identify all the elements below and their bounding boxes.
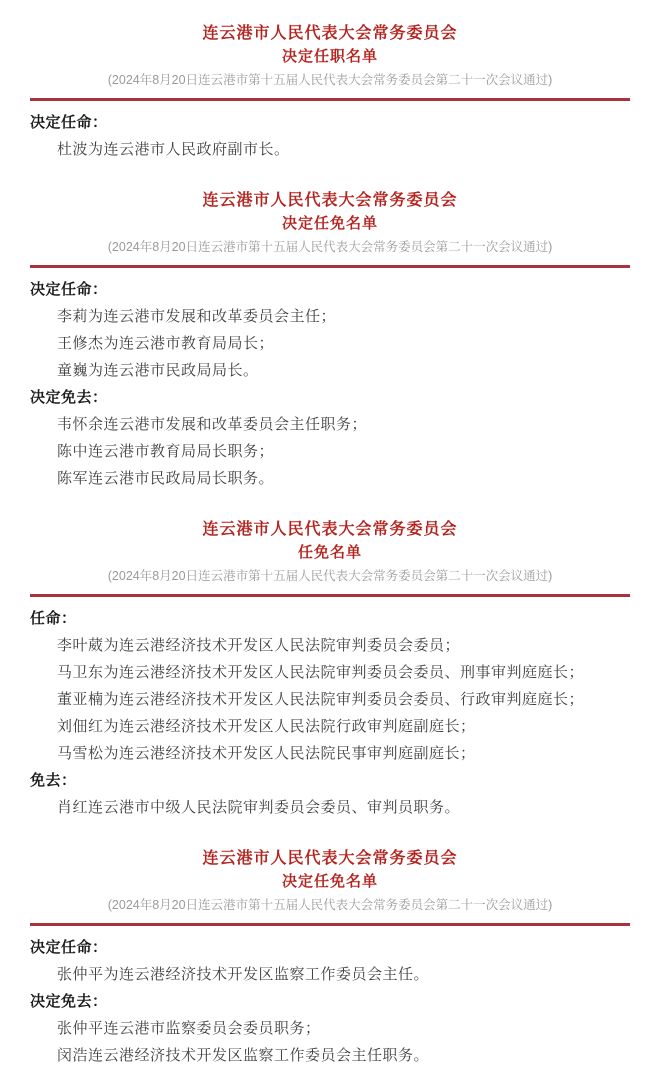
org-title: 连云港市人民代表大会常务委员会 (202, 521, 458, 538)
doc-title: 任免名单 (297, 544, 362, 561)
meeting-note: (2024年8月20日连云港市第十五届人民代表大会常务委员会第二十一次会议通过) (107, 569, 553, 583)
removal-item: 张仲平连云港市监察委员会委员职务； (57, 1020, 321, 1037)
appointment-item: 张仲平为连云港经济技术开发区监察工作委员会主任。 (57, 966, 430, 983)
appointment-item: 杜波为连云港市人民政府副市长。 (57, 141, 290, 158)
appointment-item: 刘佃红为连云港经济技术开发区人民法院行政审判庭副庭长； (57, 718, 476, 735)
appointment-item: 王修杰为连云港市教育局局长； (57, 335, 275, 352)
block-label: 决定任命： (30, 939, 108, 956)
appointment-item: 童巍为连云港市民政局局长。 (57, 362, 259, 379)
doc-title: 决定任免名单 (281, 873, 378, 890)
notice-section-appointment-removal-decision (30, 189, 630, 492)
appointment-item: 李叶葳为连云港经济技术开发区人民法院审判委员会委员； (57, 637, 461, 654)
block-label: 决定任命： (30, 281, 108, 298)
removal-item: 陈中连云港市教育局局长职务； (57, 443, 275, 460)
notice-section-appointment-decision (30, 22, 630, 163)
doc-title: 决定任免名单 (281, 215, 378, 232)
appointment-item: 马卫东为连云港经济技术开发区人民法院审判委员会委员、刑事审判庭庭长； (57, 664, 585, 681)
block-label: 决定免去： (30, 993, 108, 1010)
appointment-block (30, 605, 630, 767)
appointment-block (30, 934, 630, 988)
removal-item: 肖红连云港市中级人民法院审判委员会委员、审判员职务。 (57, 799, 461, 816)
removal-item: 闵浩连云港经济技术开发区监察工作委员会主任职务。 (57, 1047, 430, 1064)
org-title: 连云港市人民代表大会常务委员会 (202, 192, 458, 209)
appointment-item: 马雪松为连云港经济技术开发区人民法院民事审判庭副庭长； (57, 745, 476, 762)
red-divider (30, 98, 630, 101)
meeting-note: (2024年8月20日连云港市第十五届人民代表大会常务委员会第二十一次会议通过) (107, 240, 553, 254)
removal-block (30, 767, 630, 821)
removal-block (30, 384, 630, 492)
notice-section-appointment-removal (30, 518, 630, 821)
appointment-item: 李莉为连云港市发展和改革委员会主任； (57, 308, 337, 325)
doc-title: 决定任职名单 (281, 48, 378, 65)
block-label: 决定免去： (30, 389, 108, 406)
appointment-block (30, 109, 630, 163)
block-label: 决定任命： (30, 114, 108, 131)
appointment-block (30, 276, 630, 384)
meeting-note: (2024年8月20日连云港市第十五届人民代表大会常务委员会第二十一次会议通过) (107, 898, 553, 912)
red-divider (30, 923, 630, 926)
removal-item: 韦怀余连云港市发展和改革委员会主任职务； (57, 416, 368, 433)
notice-section-supervision-decision (30, 847, 630, 1069)
block-label: 免去： (30, 772, 77, 789)
removal-item: 陈军连云港市民政局局长职务。 (57, 470, 275, 487)
removal-block (30, 988, 630, 1069)
appointment-item: 董亚楠为连云港经济技术开发区人民法院审判委员会委员、行政审判庭庭长； (57, 691, 585, 708)
org-title: 连云港市人民代表大会常务委员会 (202, 850, 458, 867)
org-title: 连云港市人民代表大会常务委员会 (202, 25, 458, 42)
meeting-note: (2024年8月20日连云港市第十五届人民代表大会常务委员会第二十一次会议通过) (107, 73, 553, 87)
block-label: 任命： (30, 610, 77, 627)
red-divider (30, 265, 630, 268)
red-divider (30, 594, 630, 597)
